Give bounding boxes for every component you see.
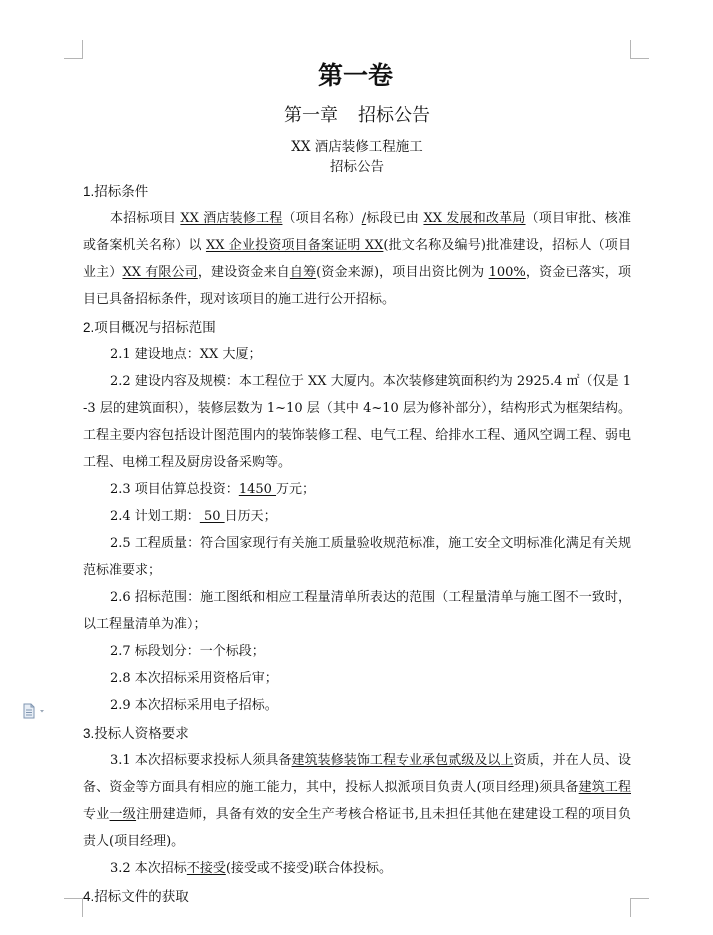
underlined-field: XX 酒店装修工程 bbox=[180, 211, 283, 226]
document-body bbox=[83, 58, 631, 910]
notice-title: 招标公告 bbox=[330, 159, 384, 175]
text-segment: 2.1 建设地点：XX 大厦； bbox=[110, 347, 262, 362]
text-segment: (批文名称及编号)批准建设，招标人（项目业主） bbox=[83, 238, 631, 280]
chapter-name: 招标公告 bbox=[358, 105, 430, 126]
list-item bbox=[83, 855, 631, 882]
underlined-field: 建筑装修装饰工程专业承包贰级及以上 bbox=[291, 753, 514, 768]
text-segment: 注册建造师，具备有效的安全生产考核合格证书,且未担任其他在建建设工程的项目负责人(项目经理)。 bbox=[83, 807, 631, 849]
list-item bbox=[83, 665, 631, 692]
list-item bbox=[83, 341, 631, 368]
text-segment: 日历天； bbox=[224, 509, 277, 524]
chapter-title bbox=[83, 100, 631, 132]
project-title: XX 酒店装修工程施工 bbox=[291, 139, 423, 155]
underlined-field: 一级 bbox=[109, 807, 137, 822]
text-segment: 万元； bbox=[276, 482, 316, 497]
crop-mark-bottom-right bbox=[630, 898, 649, 917]
section-heading-3: 3.投标人资格要求 bbox=[83, 726, 189, 741]
text-segment: 2.4 计划工期： bbox=[110, 509, 200, 524]
text-segment: 2.3 项目估算总投资： bbox=[110, 482, 239, 497]
volume-title: 第一卷 bbox=[317, 61, 393, 90]
list-item bbox=[83, 368, 631, 476]
text-segment: ，资金已落实，项目已具备招标条件，现对该项目的施工进行公开招标。 bbox=[83, 265, 631, 307]
section-heading-4: 4.招标文件的获取 bbox=[83, 889, 189, 904]
underlined-field: XX 企业投资项目备案证明 XX bbox=[205, 238, 384, 253]
text-segment: 专业 bbox=[83, 807, 110, 822]
text-segment: 本招标项目 bbox=[110, 211, 181, 226]
list-item bbox=[83, 476, 631, 503]
text-segment: 标段已由 bbox=[366, 211, 424, 226]
dropdown-arrow-icon bbox=[40, 710, 44, 713]
text-segment: 资质，并在人员、设备、资金等方面具有相应的施工能力，其中，投标人拟派项目负责人(项目经理)须具备 bbox=[83, 753, 631, 795]
section-3-items bbox=[83, 747, 631, 882]
text-segment: 2.2 建设内容及规模：本工程位于 XX 大厦内。本次装修建筑面积约为 2925.4 ㎡（仅是 1-3 层的建筑面积），装修层数为 1~10 层（其中 4~10 层为修补部分），结构形式为框架结构。工程主要内容包括设计图范围内的装饰装修工程、电气工程、给排水工程、通风空调工程、弱电工程、电梯工程及厨房设备采购等。 bbox=[83, 374, 631, 470]
crop-mark-top-right bbox=[630, 40, 649, 59]
list-item bbox=[83, 584, 631, 638]
text-segment: （项目审批、核准或备案机关名称）以 bbox=[83, 211, 631, 253]
section-heading-2: 2.项目概况与招标范围 bbox=[83, 320, 216, 335]
underlined-field: XX 发展和改革局 bbox=[423, 211, 526, 226]
text-segment: （项目名称） bbox=[282, 211, 362, 226]
underlined-field: 自筹 bbox=[289, 265, 317, 280]
crop-mark-bottom-left bbox=[64, 898, 83, 917]
crop-mark-top-left bbox=[64, 40, 83, 59]
text-segment: 3.2 本次招标 bbox=[110, 861, 187, 876]
text-segment: 3.1 本次招标要求投标人须具备 bbox=[110, 753, 292, 768]
text-segment: 2.5 工程质量：符合国家现行有关施工质量验收规范标准，施工安全文明标准化满足有关规范标准要求； bbox=[83, 536, 631, 578]
text-segment: ，建设资金来自 bbox=[197, 265, 290, 280]
list-item bbox=[83, 692, 631, 719]
list-item bbox=[83, 638, 631, 665]
document-icon[interactable] bbox=[22, 703, 48, 719]
underlined-field: XX 有限公司 bbox=[122, 265, 198, 280]
list-item bbox=[83, 747, 631, 855]
underlined-field: / bbox=[361, 211, 367, 226]
text-segment: (资金来源)，项目出资比例为 bbox=[316, 265, 489, 280]
section-1-paragraph bbox=[83, 205, 631, 313]
text-segment: 2.8 本次招标采用资格后审； bbox=[110, 671, 278, 686]
chapter-number: 第一章 bbox=[284, 105, 338, 126]
text-segment: 2.6 招标范围：施工图纸和相应工程量清单所表达的范围（工程量清单与施工图不一致时，以工程量清单为准）； bbox=[83, 590, 631, 632]
section-2-items bbox=[83, 341, 631, 719]
underlined-field: 建筑工程 bbox=[578, 780, 631, 795]
section-heading-1: 1.招标条件 bbox=[83, 184, 149, 199]
text-segment: (接受或不接受)联合体投标。 bbox=[225, 861, 392, 876]
underlined-field: 100% bbox=[488, 265, 526, 280]
underlined-field: 50 bbox=[199, 509, 225, 524]
underlined-field: 1450 bbox=[238, 482, 277, 497]
list-item bbox=[83, 530, 631, 584]
underlined-field: 不接受 bbox=[186, 861, 226, 876]
list-item bbox=[83, 503, 631, 530]
text-segment: 2.9 本次招标采用电子招标。 bbox=[110, 698, 278, 713]
text-segment: 2.7 标段划分：一个标段； bbox=[110, 644, 265, 659]
